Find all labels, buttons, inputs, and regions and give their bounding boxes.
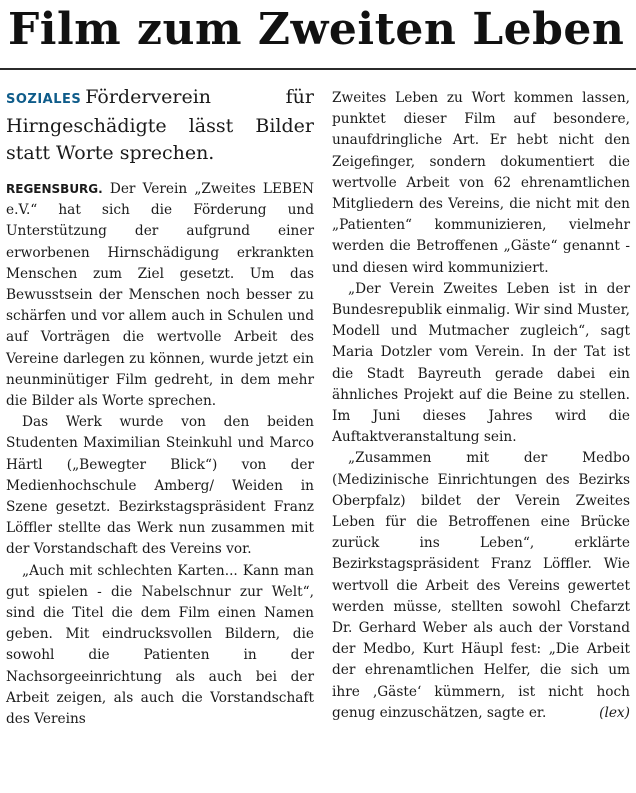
article-column-2	[332, 88, 630, 724]
subheadline-block	[6, 84, 314, 167]
paragraph: „Auch mit schlechten Karten... Kann man gut spielen - die Nabelschnur zur Welt“, sind die Titel die dem Film einen Namen geben. Mit eindrucksvollen Bildern, die sowohl die Patienten in der Nachsorgeeinrichtung als auch bei der Arbeit zeigen, als auch die Vorstandschaft des Vereins	[6, 562, 314, 728]
paragraph-text: Der Verein „Zweites LEBEN e.V.“ hat sich die Förderung und Unterstützung der aufgrund einer erworbenen Hirnschädigung erkrankten Menschen zum Ziel gesetzt. Um das Bewusstsein der Menschen noch besser zu schärfen und vor allem auch in Schulen und auf Vorträgen die wertvolle Arbeit des Vereine darlegen zu können, wurde jetzt ein neunminütiger Film gedreht, in dem mehr die Bilder als Worte sprechen.	[6, 181, 314, 410]
dateline: REGENSBURG.	[6, 182, 103, 196]
headline: Film zum Zweiten Leben	[8, 4, 625, 55]
subheadline: Förderverein für Hirngeschädigte lässt Bilder statt Worte sprechen.	[6, 86, 314, 164]
paragraph	[6, 179, 314, 412]
rubric-label: SOZIALES	[6, 92, 82, 107]
headline-rule	[0, 68, 636, 70]
author-credit: (lex)	[599, 704, 630, 721]
paragraph-text: „Zusammen mit der Medbo (Medizinische Einrichtungen des Bezirks Oberpfalz) bildet der Verein Zweites Leben für die Betroffenen eine Brücke zurück ins Leben“, erklärte Bezirkstagspräsident Franz Löffler. Wie wertvoll die Arbeit des Vereins gewertet werden müsse, stellten sowohl Chefarzt Dr. Gerhard Weber als auch der Vorstand der Medbo, Kurt Häupl fest: „Die Arbeit der ehrenamtlichen Helfer, die sich um ihre ‚Gäste‘ kümmern, ist nicht hoch genug einzuschätzen, sagte er.	[332, 450, 630, 721]
paragraph: Das Werk wurde von den beiden Studenten Maximilian Steinkuhl und Marco Härtl („Bewegter Blick“) von der Medienhochschule Amberg/ Weiden in Szene gesetzt. Bezirkstagspräsident Franz Löffler stellte das Werk nun zusammen mit der Vorstandschaft des Vereins vor.	[6, 414, 314, 558]
paragraph: „Der Verein Zweites Leben ist in der Bundesrepublik einmalig. Wir sind Muster, Modell und Mutmacher zugleich“, sagt Maria Dotzler vom Verein. In der Tat ist die Stadt Bayreuth gerade dabei ein ähnliches Projekt auf die Beine zu stellen. Im Juni dieses Jahres wird die Auftaktveranstaltung sein.	[332, 280, 630, 446]
paragraph	[332, 448, 630, 724]
article-column-1	[6, 84, 314, 730]
paragraph: Zweites Leben zu Wort kommen lassen, punktet dieser Film auf besondere, unaufdringliche Art. Er hebt nicht den Zeigefinger, sondern dokumentiert die wertvolle Arbeit von 62 ehrenamtlichen Mitgliedern des Vereins, die nicht mit den „Patienten“ kommunizieren, vielmehr werden die Betroffenen „Gäste“ genannt - und diesen wird kommuniziert.	[332, 90, 630, 276]
